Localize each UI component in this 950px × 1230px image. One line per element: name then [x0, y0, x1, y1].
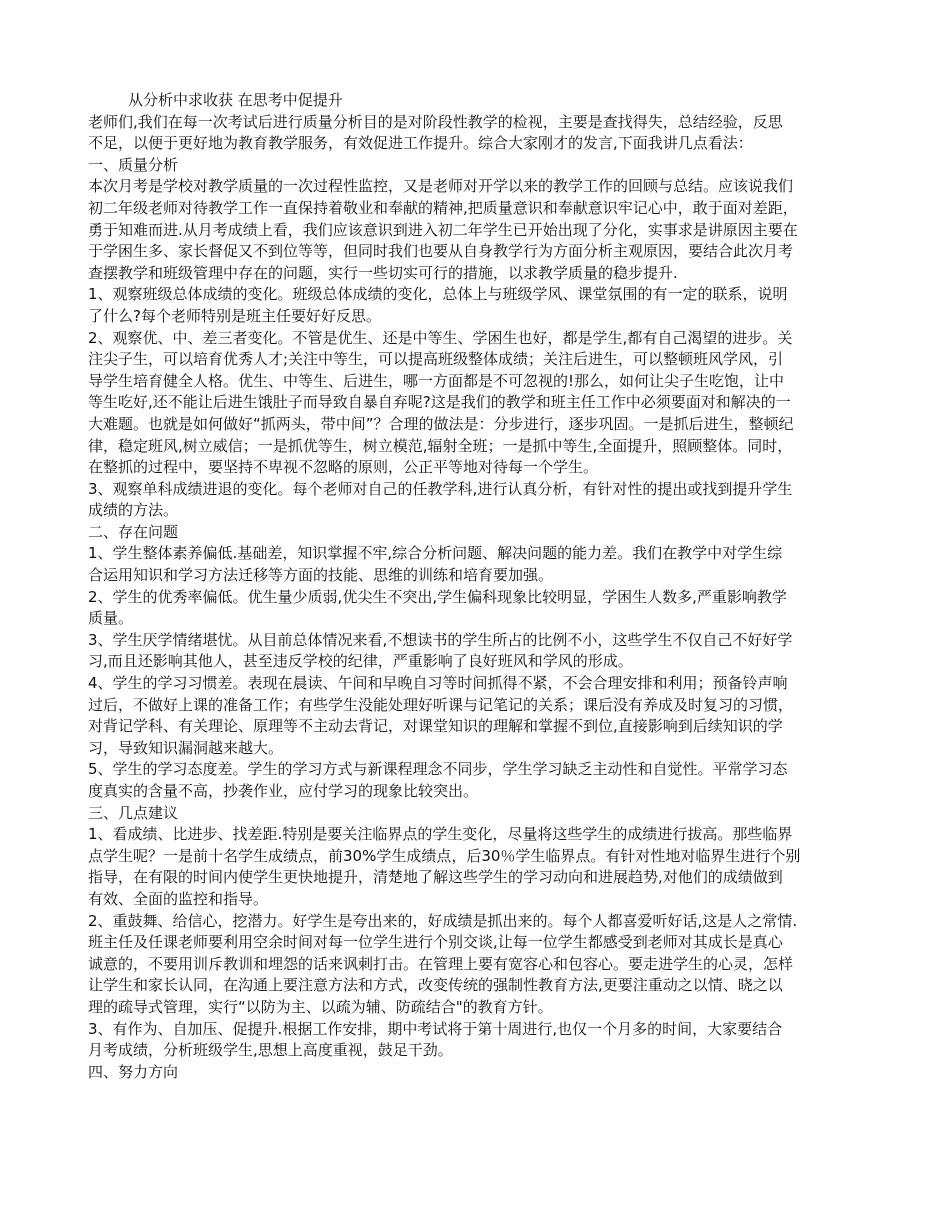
text-line: 1、学生整体素养偏低.基础差，知识掌握不牢,综合分析问题、解决问题的能力差。我们在教学中对学生综: [88, 544, 783, 563]
text-line: 本次月考是学校对教学质量的一次过程性监控，又是老师对开学以来的教学工作的回顾与总结。应该说我们: [88, 177, 794, 196]
text-line: 于学困生多、家长督促又不到位等等，但同时我们也要从自身教学行为方面分析主观原因，要结合此次月考: [88, 242, 794, 261]
text-line: 2、重鼓舞、给信心，挖潜力。好学生是夸出来的，好成绩是抓出来的。每个人都喜爱听好话,这是人之常情.: [88, 911, 798, 930]
text-line: 三、几点建议: [88, 803, 179, 822]
text-line: 2、学生的优秀率偏低。优生量少质弱,优尖生不突出,学生偏科现象比较明显，学困生人数多,严重影响教学: [88, 587, 787, 606]
text-line: 度真实的含量不高，抄袭作业，应付学习的现象比较突出。: [88, 782, 479, 800]
text-line: 了什么?每个老师特别是班主任要好好反思。: [88, 306, 381, 325]
text-line: 老师们,我们在每一次考试后进行质量分析目的是对阶段性教学的检视，主要是查找得失，总结经验，反思: [88, 112, 783, 131]
text-line: 导学生培育健全人格。优生、中等生、后进生，哪一方面都是不可忽视的!那么，如何让尖子生吃饱，让中: [88, 371, 785, 390]
text-line: 勇于知难而进.从月考成绩上看，我们应该意识到进入初二年学生已开始出现了分化，实事求是讲原因主要在: [88, 220, 798, 239]
text-line: 月考成绩，分析班级学生,思想上高度重视，鼓足干劲。: [88, 1041, 453, 1060]
text-line: 指导，在有限的时间内使学生更快地提升，清楚地了解这些学生的学习动向和进展趋势,对他们的成绩做到: [88, 868, 783, 887]
text-line: 查摆教学和班级管理中存在的问题，实行一些切实可行的措施，以求教学质量的稳步提升.: [88, 263, 678, 282]
text-line: 初二年级老师对待教学工作一直保持着敬业和奉献的精神,把质量意识和奉献意识牢记心中，敢于面对差距，: [88, 198, 798, 217]
text-line: 习，导致知识漏洞越来越大。: [88, 738, 284, 757]
document-title: 从分析中求收获 在思考中促提升: [128, 91, 343, 109]
text-line: 3、观察单科成绩进退的变化。每个老师对自己的任教学科,进行认真分析，有针对性的提出或找到提升学生: [88, 479, 793, 498]
text-line: 点学生呢？一是前十名学生成绩点，前30%学生成绩点，后30％学生临界点。有针对性地对临界生进行个别: [88, 846, 801, 865]
text-line: 在整抓的过程中，要坚持不卑视不忽略的原则，公正平等地对待每一个学生。: [88, 458, 599, 477]
text-line: 二、存在问题: [88, 522, 179, 541]
text-line: 4、学生的学习习惯差。表现在晨读、午间和早晚自习等时间抓得不紧，不会合理安排和利用；预备铃声响: [88, 674, 788, 693]
document-page: [88, 90, 860, 1083]
text-line: 合运用知识和学习方法迁移等方面的技能、思维的训练和培育要加强。: [88, 566, 554, 585]
text-line: 律，稳定班风,树立威信；一是抓优等生，树立模范,辐射全班；一是抓中等生,全面提升，照顾整体。同时，: [88, 436, 793, 455]
text-line: 过后，不做好上课的准备工作；有些学生没能处理好听课与记笔记的关系；课后没有养成及时复习的习惯，: [88, 695, 794, 714]
text-line: 2、观察优、中、差三者变化。不管是优生、还是中等生、学困生也好，都是学生,都有自己渴望的进步。关: [88, 328, 793, 347]
text-line: 5、学生的学习态度差。学生的学习方式与新课程理念不同步，学生学习缺乏主动性和自觉性。平常学习态: [88, 760, 788, 779]
text-line: 注尖子生，可以培育优秀人才;关注中等生，可以提高班级整体成绩；关注后进生，可以整顿班风学风，引: [88, 350, 784, 369]
text-line: 1、观察班级总体成绩的变化。班级总体成绩的变化，总体上与班级学风、课堂氛围的有一定的联系，说明: [88, 285, 788, 304]
text-line: 让学生和家长认同，在沟通上要注意方法和方式，改变传统的强制性教育方法,更要注重动之以情、晓之以: [88, 976, 783, 995]
text-line: 不足，以便于更好地为教育教学服务，有效促进工作提升。综合大家刚才的发言,下面我讲几点看法：: [88, 134, 753, 153]
text-line: 成绩的方法。: [88, 501, 179, 520]
text-line: 大难题。也就是如何做好“抓两头，带中间”？合理的做法是：分步进行，逐步巩固。一是抓后进生，整顿纪: [88, 414, 794, 433]
text-line: 1、看成绩、比进步、找差距.特别是要关注临界点的学生变化，尽量将这些学生的成绩进行拔高。那些临界: [88, 825, 793, 844]
text-line: 一、质量分析: [88, 155, 179, 174]
text-line: 班主任及任课老师要利用空余时间对每一位学生进行个别交谈,让每一位学生都感受到老师对其成长是真心: [88, 933, 783, 952]
text-line: 诚意的，不要用训斥教训和埋怨的话来讽刺打击。在管理上要有宽容心和包容心。要走进学生的心灵，怎样: [88, 954, 794, 973]
text-line: 有效、全面的监控和指导。: [88, 889, 269, 908]
text-line: 习,而且还影响其他人，甚至违反学校的纪律，严重影响了良好班风和学风的形成。: [88, 652, 633, 671]
text-line: 等生吃好,还不能让后进生饿肚子而导致自暴自弃呢?这是我们的教学和班主任工作中必须要面对和解决的一: [88, 393, 791, 412]
text-line: 质量。: [88, 609, 134, 628]
text-line: 四、努力方向: [88, 1062, 179, 1081]
text-line: 3、学生厌学情绪堪忧。从目前总体情况来看,不想读书的学生所占的比例不小，这些学生不仅自己不好好学: [88, 630, 793, 649]
document-body: [88, 112, 860, 1084]
text-line: 3、有作为、自加压、促提升.根据工作安排，期中考试将于第十周进行,也仅一个月多的时间，大家要结合: [88, 1019, 783, 1038]
text-line: 对背记学科、有关理论、原理等不主动去背记，对课堂知识的理解和掌握不到位,直接影响到后续知识的学: [88, 717, 783, 736]
text-line: 理的疏导式管理，实行“以防为主、以疏为辅、防疏结合"的教育方针。: [88, 997, 553, 1016]
